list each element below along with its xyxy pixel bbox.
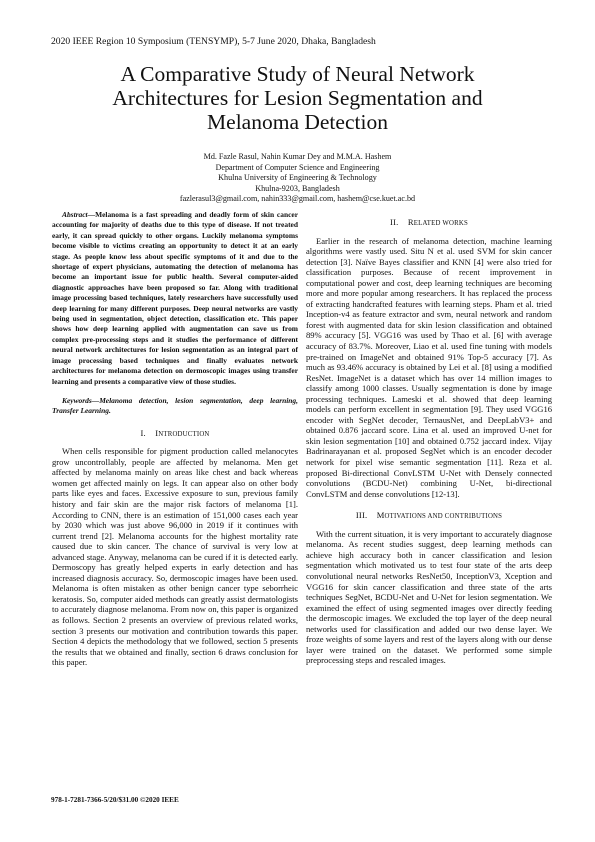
section-heading-related-works: [306, 217, 552, 230]
left-column: [52, 210, 298, 668]
title-line-3: Melanoma Detection: [207, 110, 388, 134]
conference-header: 2020 IEEE Region 10 Symposium (TENSYMP), 5-7 June 2020, Dhaka, Bangladesh: [51, 36, 376, 47]
abstract-text: Melanoma is a fast spreading and deadly form of skin cancer accounting for majority of deaths due to this type of disease. If not treated early, it can spread quickly to other organs. Luckily melanoma symptoms become visible to victims creating an opportunity to detect it at an early stage. As people know less about specific symptoms of it and due to the shortage of expert physicians, automating the detection of melanoma has become an important issue for public health. Several computer-aided diagnostic approaches have been proposed so far. Along with traditional image processing based techniques, lately researchers have successfully used deep learning for many different purposes. Deep neural networks are vastly being used in segmentation, object detection, classification etc. This paper shows how deep learning applied with augmentation can save us from complex pre-processing steps and it studies the performance of different neural network architectures for lesion segmentation as an integral part of image processing based techniques and finally evaluates network architectures for melanoma detection on dermoscopic images using transfer learning and presents a comparative view of those studies.: [52, 210, 298, 386]
section-title-rest: OTIVATIONS AND CONTRIBUTIONS: [384, 513, 503, 521]
paper-title: [60, 62, 535, 134]
section-first-letter: I: [155, 427, 159, 438]
author-names: Md. Fazle Rasul, Nahin Kumar Dey and M.M.A. Hashem: [203, 152, 392, 161]
section-numeral: III.: [355, 510, 368, 521]
related-works-body: Earlier in the research of melanoma detection, machine learning algorithms were vastly used. Situ N et al. used SVM for skin cancer detection [3]. Naïve Bayes classifier and KNN [4] were also tried for classification purposes. Because of recent improvement in computational power and cost, deep learning techniques are becoming more and more popular among researchers. It has replaced the process of extracting handcrafted features with learning steps. Pham et al. tried Inception-v4 as feature extractor and svm, neural network and random forest with augmented data for skin lesion classification and obtained 89% accuracy [5]. VGG16 was used by Thao et al. [6] with average accuracy of 83.7%. Moreover, Liao et al. used fine tuning with models pre-trained on ImageNet and obtained 91% Top-5 accuracy [7]. As much as 93.46% accuracy is obtained by Lei et al. [8] using a modified ResNet. ImageNet is a dataset which has over 14 million images to classify among 1000 classes. Usually segmentation is done by image processing techniques. Lameski et al. showed that deep learning models can perform excellent in segmentation [9]. They used VGG16 encoder with SegNet decoder, TernausNet, and DeepLabV3+ and obtained 0.876 jaccard score. Lina et al. used an improved U-net for skin lesion segmentation [10] and obtained 0.752 jaccard index. Vijay Badrinarayanan et al. proposed SegNet which is an encoder decoder network for pixel wise semantic segmentation [11]. Reza et al. proposed Bi-directional ConvLSTM U-Net with Densely connected convolutions (BCDU-Net) combining U-Net, bi-directional ConvLSTM and dense convolutions [12-13].: [306, 235, 552, 499]
keywords: [52, 396, 298, 417]
title-line-1: A Comparative Study of Neural Network: [120, 62, 475, 86]
title-line-2: Architectures for Lesion Segmentation and: [112, 86, 483, 110]
abstract: [52, 210, 298, 387]
copyright-footer: 978-1-7281-7366-5/20/$31.00 ©2020 IEEE: [51, 796, 179, 804]
section-title-rest: ELATED WORKS: [413, 220, 468, 227]
section-heading-introduction: [52, 428, 298, 441]
abstract-label: Abstract—: [62, 210, 96, 219]
author-block: [100, 152, 495, 205]
motivations-body: With the current situation, it is very important to accurately diagnose melanoma. As recent studies suggest, deep learning methods can achieve high accuracy both in cancer classification and lesion segmentation which motivated us to test four state of the arts deep convolutional neural networks ResNet50, InceptionV3, Xception and VGG16 for skin cancer classification and three state of the arts techniques SegNet, BCDU-Net and U-Net for lesion segmentation. We examined the effect of using segmented images over directly feeding the dermoscopic images. We excluded the top layer of the deep neural networks used for classification and added our two dense layer. We froze weights of some layers and rest of the layers along with our dense layer were trained on the dataset. We performed some simple preprocessing steps and rescaled images.: [306, 528, 552, 666]
section-title-rest: NTRODUCTION: [158, 430, 210, 438]
author-department: Department of Computer Science and Engineering: [215, 162, 380, 172]
section-first-letter: R: [407, 217, 414, 227]
author-city: Khulna-9203, Bangladesh: [255, 183, 340, 193]
keywords-text: Melanoma detection, lesion segmentation, deep learning, Transfer Learning.: [52, 395, 298, 416]
right-column: [306, 210, 552, 666]
keywords-label: Keywords—: [62, 395, 100, 405]
author-emails: fazlerasul3@gmail.com, nahin333@gmail.com, hashem@cse.kuet.ac.bd: [179, 194, 416, 204]
section-heading-motivations: [306, 510, 552, 523]
section-numeral: I.: [140, 427, 146, 438]
introduction-body: When cells responsible for pigment production called melanocytes grow uncontrollably, people are affected by melanoma. Men get affected by melanoma mainly on areas like chest and back whereas women get affected mainly on legs. It can appear also on other body parts like eyes and faces. Excessive exposure to sun, previous family history and fair skin are the major risk factors of melanoma [1]. According to CNN, there is an estimation of 151,000 cases each year by 2030 which was just above 96,000 in 2019 if it continues with current trend [2]. Melanoma accounts for the highest mortality rate caused due to skin cancer. The chance of survival is very low at advanced stage. Anyway, melanoma can be cured if it is detected early. Dermoscopy has greatly helped experts in early detection and has increased diagnosis accuracy. So, dermoscopic images have been used. Melanoma is often mistaken as other benign cancer type seborrheic keratosis. So, computer aided methods can greatly assist dermatologists to accurately diagnose melanoma. From now on, this paper is organized as follows. Section 2 presents an overview of previous related works, section 3 presents our motivation and contribution towards this paper. Section 4 depicts the methodology that we followed, section 5 presents the results that we obtained and finally, section 6 draws conclusion for this paper.: [52, 446, 298, 668]
section-numeral: II.: [390, 217, 399, 227]
section-first-letter: M: [376, 510, 385, 521]
author-university: Khulna University of Engineering & Technology: [218, 173, 377, 183]
